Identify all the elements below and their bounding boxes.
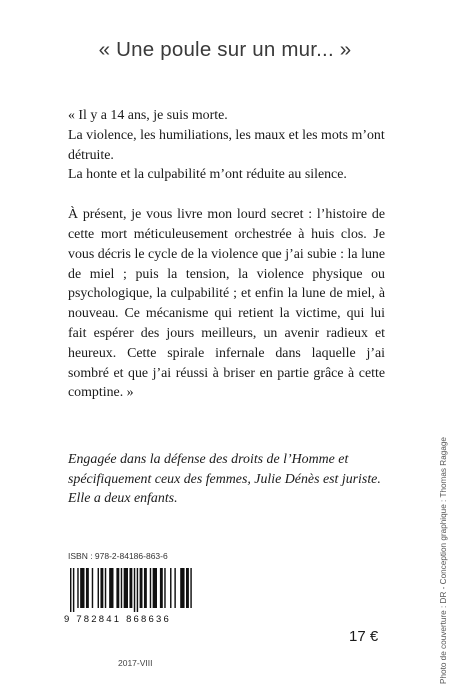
quote-paragraph: À présent, je vous livre mon lourd secret : l’histoire de cette mort méticuleusement orchestrée à huis clos. Je vous décris le cycle de la violence que j’ai subie : la lune de miel ; puis la tension, la violence physique ou psychologique, la culpabilité ; et enfin la lune de miel, à nouveau. Ce mécanisme qui retient la victime, qui lui fait espérer des jours meilleurs, un avenir radieux et heureux. Cette spirale infernale dans laquelle j’ai sombré et que j’ai réussi à briser en partie grâce à cette comptine. » (68, 207, 385, 401)
barcode-bar (92, 568, 93, 608)
back-cover-quote (68, 106, 385, 403)
barcode-bar (186, 568, 189, 608)
barcode-bar (160, 568, 163, 608)
barcode-bar (121, 568, 122, 608)
barcode-bar (98, 568, 99, 608)
barcode-bar (170, 568, 171, 608)
barcode-bar (109, 568, 113, 608)
barcode-bar (180, 568, 184, 608)
barcode-bar (73, 568, 74, 612)
barcode-bar (153, 568, 157, 608)
quote-intro (68, 106, 385, 185)
barcode-bar (86, 568, 89, 608)
barcode-bar (150, 568, 151, 608)
barcode-bar (137, 568, 138, 612)
barcode-bar (190, 568, 191, 608)
barcode-bar (100, 568, 103, 608)
barcode-bar (116, 568, 119, 608)
barcode-bar (140, 568, 143, 608)
barcode-bar (174, 568, 175, 608)
barcode-bar (144, 568, 147, 608)
barcode-bar (164, 568, 165, 608)
edition-code: 2017-VIII (118, 658, 153, 668)
barcode-bar (129, 568, 132, 608)
barcode-bar (70, 568, 71, 612)
barcode-bar (77, 568, 78, 608)
price: 17 € (349, 628, 379, 645)
author-bio: Engagée dans la défense des droits de l’Homme et spécifiquement ceux des femmes, Julie Dénès est juriste. Elle a deux enfants. (68, 451, 381, 507)
barcode-bar (105, 568, 106, 608)
quote-line: « Il y a 14 ans, je suis morte. (68, 108, 228, 123)
isbn-label: ISBN : 978-2-84186-863-6 (68, 551, 168, 561)
barcode-bar (134, 568, 135, 612)
barcode-bar (124, 568, 128, 608)
barcode-digits: 9 782841 868636 (64, 614, 171, 625)
barcode-bar (80, 568, 84, 608)
cover-credits: Photo de couverture : DR - Conception graphique : Thomas Ragage (439, 437, 448, 684)
quote-line: La violence, les humiliations, les maux et les mots m’ont détruite. (68, 127, 385, 163)
book-title: « Une poule sur un mur... » (98, 38, 352, 61)
barcode (68, 568, 192, 612)
quote-line: La honte et la culpabilité m’ont réduite au silence. (68, 167, 347, 183)
